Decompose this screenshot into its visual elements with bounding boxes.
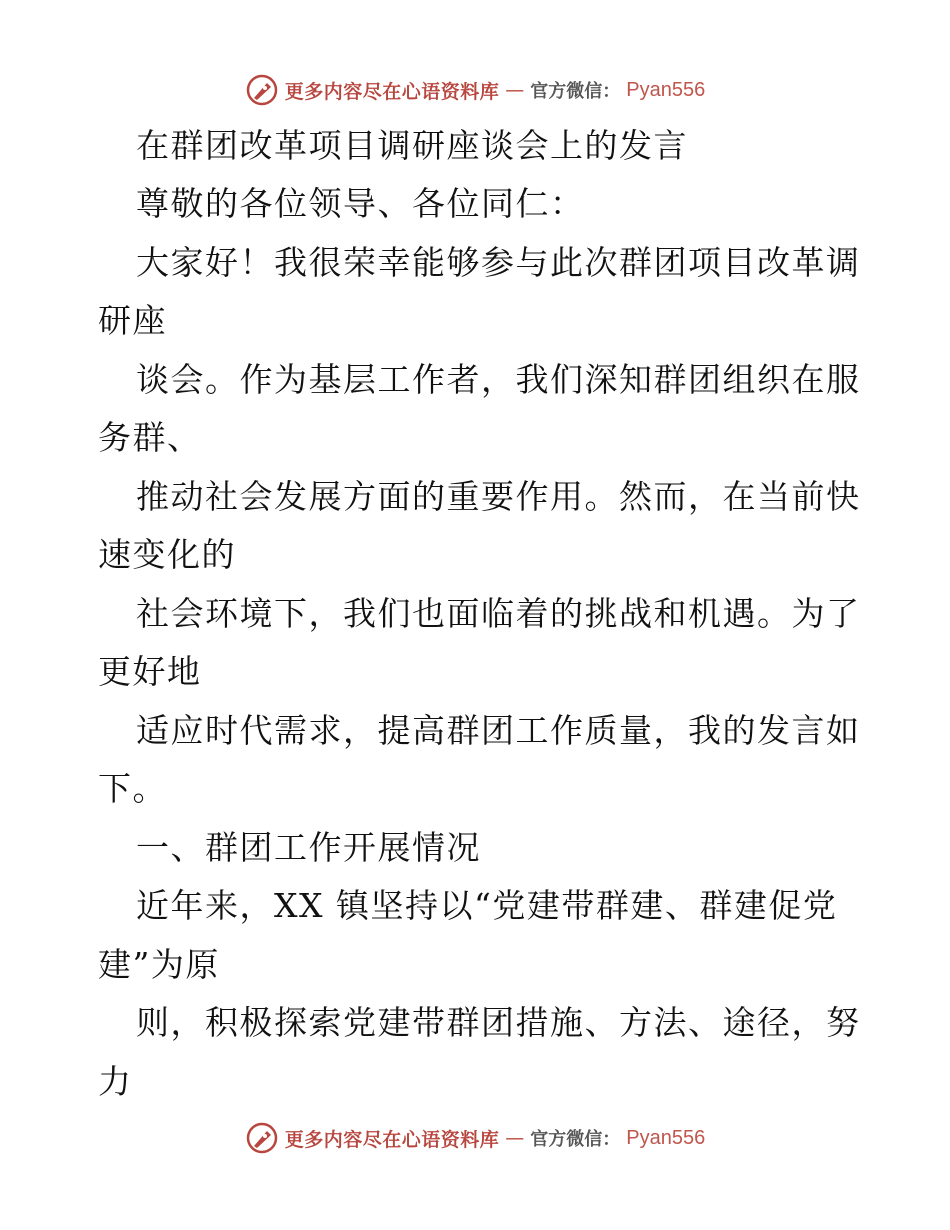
- paragraph-line: 力: [98, 1062, 133, 1101]
- watermark-text: 更多内容尽在心语资料库: [284, 1128, 500, 1151]
- pen-nib-logo-icon: [245, 1121, 279, 1155]
- paragraph-line: 推动社会发展方面的重要作用。然而，在当前快: [136, 477, 861, 516]
- section-heading: 一、群团工作开展情况: [136, 828, 481, 867]
- paragraph-line: 下。: [98, 769, 167, 808]
- watermark-footer: [0, 1118, 950, 1158]
- paragraph-line: 大家好！我很荣幸能够参与此次群团项目改革调: [136, 243, 861, 282]
- watermark-header: [0, 70, 950, 110]
- paragraph-line: 务群、: [98, 418, 202, 457]
- salutation: 尊敬的各位领导、各位同仁：: [136, 184, 585, 223]
- paragraph-line: 研座: [98, 301, 167, 340]
- paragraph-line: 更好地: [98, 652, 202, 691]
- paragraph-line: 社会环境下，我们也面临着的挑战和机遇。为了: [136, 594, 861, 633]
- watermark-dash: —: [505, 79, 525, 101]
- paragraph-line: 则，积极探索党建带群团措施、方法、途径，努: [136, 1003, 861, 1042]
- paragraph-line: 近年来，XX 镇坚持以“党建带群建、群建促党: [136, 886, 838, 925]
- watermark-text: 更多内容尽在心语资料库: [284, 80, 500, 103]
- watermark-dash: —: [505, 1127, 525, 1149]
- paragraph-line: 建”为原: [98, 945, 220, 984]
- pen-nib-logo-icon: [245, 73, 279, 107]
- paragraph-line: 适应时代需求，提高群团工作质量，我的发言如: [136, 711, 861, 750]
- watermark-wechat-id: Pyan556: [626, 1126, 706, 1149]
- document-title: 在群团改革项目调研座谈会上的发言: [136, 126, 688, 165]
- watermark-wechat-label: 官方微信：: [530, 81, 621, 102]
- paragraph-line: 谈会。作为基层工作者，我们深知群团组织在服: [136, 360, 861, 399]
- watermark-wechat-label: 官方微信：: [530, 1129, 621, 1150]
- paragraph-line: 速变化的: [98, 535, 236, 574]
- watermark-wechat-id: Pyan556: [626, 78, 706, 101]
